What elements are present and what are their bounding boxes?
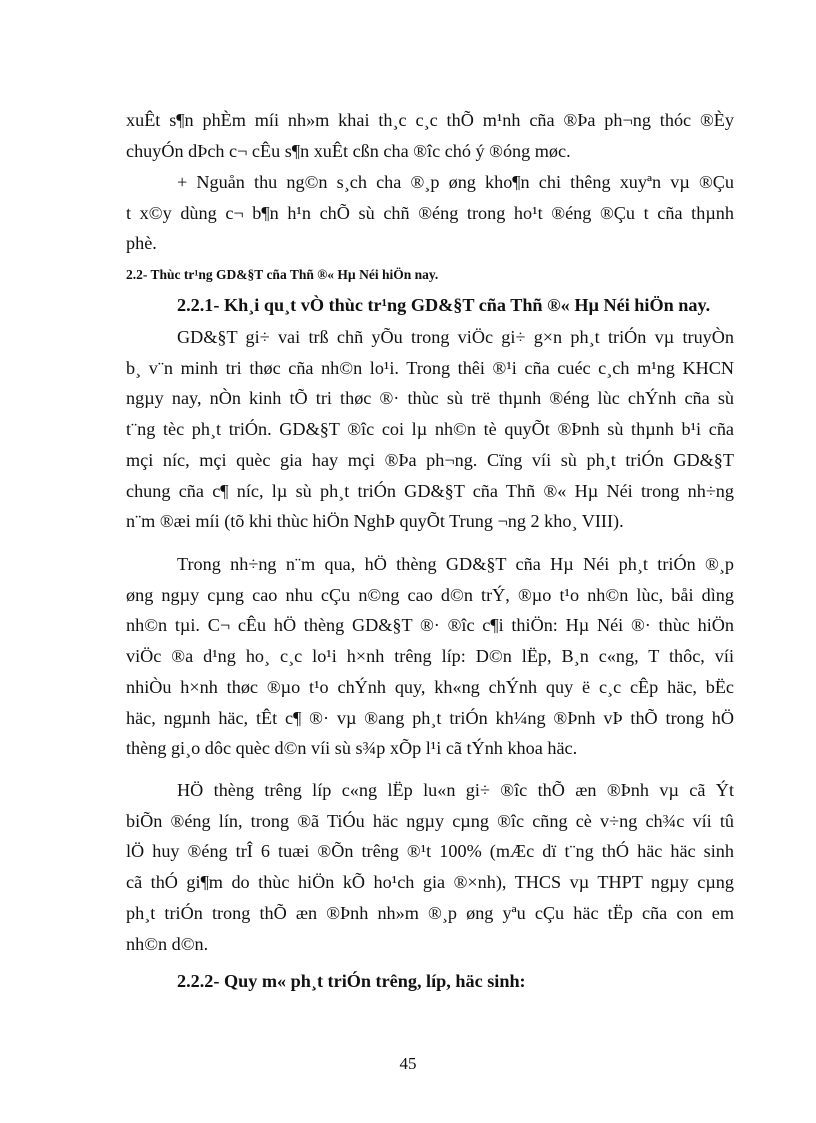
text-line: phè.: [126, 233, 157, 254]
paragraph-public-schools: [126, 775, 734, 959]
text-line: ph¸t triÓn trong thÕ æn ®Þnh nh»m ®¸p øng yªu cÇu häc tËp cña con em: [126, 902, 734, 923]
text-line: Trong nh÷ng n¨m qua, hÖ thèng GD&§T cña Hµ Néi ph¸t triÓn ®¸p: [177, 554, 734, 574]
paragraph-revenue: [126, 167, 734, 259]
text-line: HÖ thèng trêng líp c«ng lËp lu«n gi÷ ®îc thÕ æn ®Þnh vµ cã Ýt: [177, 780, 734, 800]
text-line: thèng gi¸o dôc quèc d©n víi sù s¾p xÕp l¹i cã tÝnh khoa häc.: [126, 738, 578, 759]
section-heading-2-2-2: 2.2.2- Quy m« ph¸t triÓn trêng, líp, häc sinh:: [177, 971, 526, 991]
text-line: n¨m ®æi míi (tõ khi thùc hiÖn NghÞ quyÕt Trung ¬ng 2 kho¸ VIII).: [126, 511, 624, 532]
text-line: nhiÒu h×nh thøc ®µo t¹o chÝnh quy, kh«ng chÝnh quy ë c¸c cÊp häc, bËc: [126, 676, 734, 697]
text-line: lÖ huy ®éng trÎ 6 tuæi ®Õn trêng ®¹t 100% (mÆc dï t¨ng thÓ häc häc sinh: [126, 841, 734, 862]
text-line: chung cña c¶ níc, lµ sù ph¸t triÓn GD&§T cña Thñ ®« Hµ Néi trong nh÷ng: [126, 480, 734, 501]
text-line: biÕn ®éng lín, trong ®ã TiÓu häc ngµy cµng ®îc cñng cè v÷ng ch¾c víi tû: [126, 810, 734, 831]
text-line: viÖc ®a d¹ng ho¸ c¸c lo¹i h×nh trêng líp: D©n lËp, B¸n c«ng, T thôc, víi: [126, 646, 734, 667]
text-line: GD&§T gi÷ vai trß chñ yÕu trong viÖc gi÷ g×n ph¸t triÓn vµ truyÒn: [177, 327, 734, 347]
section-heading-2-2-1: 2.2.1- Kh¸i qu¸t vÒ thùc tr¹ng GD&§T cña Thñ ®« Hµ Néi hiÖn nay.: [177, 295, 711, 315]
text-line: nh©n d©n.: [126, 933, 209, 954]
page-number: 45: [399, 1054, 417, 1073]
text-line: cã thÓ gi¶m do thùc hiÖn kÕ ho¹ch gia ®×nh), THCS vµ THPT ngµy cµng: [126, 872, 734, 893]
text-line: chuyÓn dÞch c¬ cÊu s¶n xuÊt cßn cha ®îc chó ý ®óng møc.: [126, 140, 571, 161]
text-line: + Nguån thu ng©n s¸ch cha ®¸p øng kho¶n chi thêng xuyªn vµ ®Çu: [177, 172, 734, 192]
text-line: nh©n tµi. C¬ cÊu hÖ thèng GD&§T ®· ®îc c¶i thiÖn: Hµ Néi ®· thùc hiÖn: [126, 615, 734, 636]
text-line: t¨ng tèc ph¸t triÓn. GD&§T ®îc coi lµ nh©n tè quyÕt ®Þnh sù thµnh b¹i cña: [126, 419, 734, 440]
text-line: ngµy nay, nÒn kinh tÕ tri thøc ®· thùc sù trë thµnh ®éng lùc chÝnh cña sù: [126, 388, 734, 409]
section-heading-2-2: 2.2- Thùc tr¹ng GD&§T cña Thñ ®« Hµ Néi hiÖn nay.: [126, 267, 439, 282]
text-line: t x©y dùng c¬ b¶n h¹n chÕ sù chñ ®éng trong ho¹t ®éng ®Çu t cña thµnh: [126, 202, 734, 223]
text-line: mçi níc, mçi quèc gia hay mçi ®Þa ph¬ng. Cïng víi sù ph¸t triÓn GD&§T: [126, 449, 734, 470]
paragraph-system-development: [126, 549, 734, 764]
text-line: b¸ v¨n minh tri thøc cña nh©n lo¹i. Trong thêi ®¹i cña cuéc c¸ch m¹ng KHCN: [126, 357, 734, 378]
text-line: xuÊt s¶n phÈm míi nh»m khai th¸c c¸c thÕ m¹nh cña ®Þa ph¬ng thóc ®Èy: [126, 110, 734, 130]
paragraph-education-role: [126, 322, 734, 537]
text-line: häc, ngµnh häc, tÊt c¶ ®· vµ ®ang ph¸t triÓn kh¼ng ®Þnh vÞ thÕ trong hÖ: [126, 707, 734, 728]
text-line: øng ngµy cµng cao nhu cÇu n©ng cao d©n trÝ, ®µo t¹o nh©n lùc, båi dìng: [126, 584, 734, 605]
paragraph-intro-continuation: [126, 105, 734, 166]
